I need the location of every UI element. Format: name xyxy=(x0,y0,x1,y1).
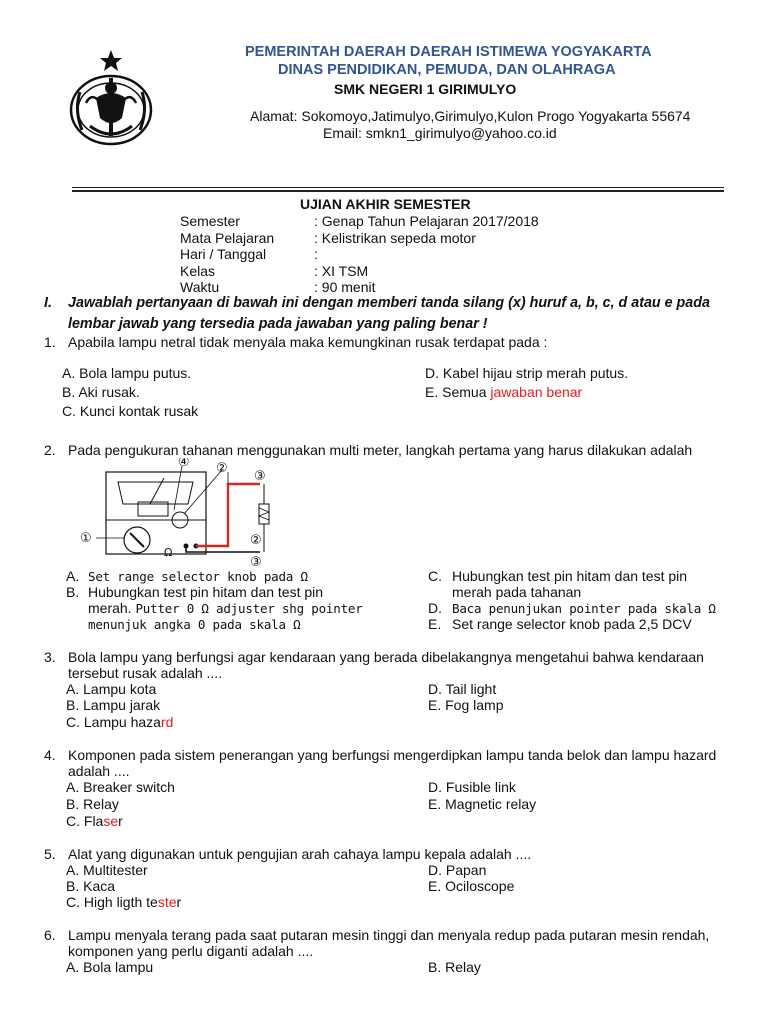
q2-option-b-line2-b: Putter 0 Ω adjuster shg pointer xyxy=(135,601,363,616)
school-logo-emblem xyxy=(66,48,156,148)
header-divider-thick xyxy=(72,190,724,192)
q6-number: 6. xyxy=(44,927,56,943)
q5-option-c xyxy=(66,894,181,910)
q2-option-c-line1: Hubungkan test pin hitam dan test pin xyxy=(452,568,688,584)
q2-option-d-key: D. xyxy=(428,600,442,616)
diagram-label-2-bottom: ② xyxy=(250,533,262,548)
q6-text-line2: komponen yang perlu diganti adalah .... xyxy=(68,943,314,959)
header-divider-thin xyxy=(72,187,724,188)
q1-text: Apabila lampu netral tidak menyala maka kemungkinan rusak terdapat pada : xyxy=(68,334,548,350)
info-label-subject: Mata Pelajaran xyxy=(180,230,275,246)
info-value-date: : xyxy=(314,246,318,262)
school-email: Email: smkn1_girimulyo@yahoo.co.id xyxy=(323,125,557,141)
q2-option-c-key: C. xyxy=(428,568,442,584)
q2-option-d-text: Baca penunjukan pointer pada skala Ω xyxy=(452,601,716,616)
q4-option-c xyxy=(66,813,123,829)
info-value-subject: : Kelistrikan sepeda motor xyxy=(314,230,476,246)
q3-option-e: E. Fog lamp xyxy=(428,697,504,713)
instruction-number: I. xyxy=(44,295,52,311)
instruction-line2: lembar jawab yang tersedia pada jawaban yang paling benar ! xyxy=(68,316,488,332)
q4-text-line2: adalah .... xyxy=(68,763,130,779)
q5-option-d: D. Papan xyxy=(428,862,487,878)
header-line1: PEMERINTAH DAERAH DAERAH ISTIMEWA YOGYAKARTA xyxy=(245,44,652,60)
q5-option-e: E. Ociloscope xyxy=(428,878,515,894)
q2-text: Pada pengukuran tahanan menggunakan multi meter, langkah pertama yang harus dilakukan adalah xyxy=(68,442,693,458)
q2-option-b-line3: menunjuk angka 0 pada skala Ω xyxy=(88,617,301,632)
q4-option-a: A. Breaker switch xyxy=(66,779,175,795)
info-value-time: : 90 menit xyxy=(314,279,376,295)
q2-option-b-line2 xyxy=(88,600,363,616)
q4-option-c-tail: r xyxy=(118,813,123,829)
info-value-class: : XI TSM xyxy=(314,263,369,279)
q4-number: 4. xyxy=(44,747,56,763)
q3-option-a: A. Lampu kota xyxy=(66,681,157,697)
q3-option-c-text: C. Lampu haza xyxy=(66,714,161,730)
info-label-time: Waktu xyxy=(180,279,220,295)
q2-option-a-key: A. xyxy=(66,568,80,584)
q4-option-c-text: C. Fla xyxy=(66,813,104,829)
q3-option-c-highlight: rd xyxy=(160,714,174,730)
instruction-line1: Jawablah pertanyaan di bawah ini dengan memberi tanda silang (x) huruf a, b, c, d atau e pada xyxy=(68,295,710,311)
q5-option-c-highlight: ste xyxy=(157,894,177,910)
info-label-semester: Semester xyxy=(180,213,240,229)
diagram-label-2-top: ② xyxy=(216,461,228,476)
q5-option-b: B. Kaca xyxy=(66,878,116,894)
q3-option-c xyxy=(66,714,173,730)
q3-option-b: B. Lampu jarak xyxy=(66,697,161,713)
q2-option-b-key: B. xyxy=(66,584,80,600)
q2-option-e-text: Set range selector knob pada 2,5 DCV xyxy=(452,616,692,632)
q2-number: 2. xyxy=(44,442,56,458)
q2-option-b-line1: Hubungkan test pin hitam dan test pin xyxy=(88,584,324,600)
q4-option-c-highlight: se xyxy=(103,813,119,829)
info-value-semester: : Genap Tahun Pelajaran 2017/2018 xyxy=(314,213,539,229)
diagram-label-3-bottom: ③ xyxy=(250,555,262,570)
diagram-label-1: ① xyxy=(80,531,92,546)
q2-option-b-line2-a: merah. xyxy=(88,600,136,616)
q4-text-line1: Komponen pada sistem penerangan yang berfungsi mengerdipkan lampu tanda belok dan lampu hazard xyxy=(68,747,717,763)
diagram-label-3-top: ③ xyxy=(254,469,266,484)
multimeter-diagram xyxy=(78,458,300,570)
q3-number: 3. xyxy=(44,649,56,665)
school-name: SMK NEGERI 1 GIRIMULYO xyxy=(334,81,517,97)
info-label-date: Hari / Tanggal xyxy=(180,246,267,262)
diagram-label-4: ④ xyxy=(178,458,190,470)
q2-option-a-text: Set range selector knob pada Ω xyxy=(88,569,308,584)
school-address: Alamat: Sokomoyo,Jatimulyo,Girimulyo,Kulon Progo Yogyakarta 55674 xyxy=(250,108,691,124)
q4-option-b: B. Relay xyxy=(66,796,119,812)
q5-option-a: A. Multitester xyxy=(66,862,148,878)
q1-number: 1. xyxy=(44,334,56,350)
q3-option-d: D. Tail light xyxy=(428,681,497,697)
q1-option-a: A. Bola lampu putus. xyxy=(62,365,192,381)
q4-option-e: E. Magnetic relay xyxy=(428,796,537,812)
q3-text-line2: tersebut rusak adalah .... xyxy=(68,665,223,681)
q4-option-d: D. Fusible link xyxy=(428,779,516,795)
q5-text: Alat yang digunakan untuk pengujian arah cahaya lampu kepala adalah .... xyxy=(68,846,532,862)
header-line2: DINAS PENDIDIKAN, PEMUDA, DAN OLAHRAGA xyxy=(278,62,616,78)
q1-option-e-text: E. Semua xyxy=(425,384,491,400)
q1-option-d: D. Kabel hijau strip merah putus. xyxy=(425,365,629,381)
q5-number: 5. xyxy=(44,846,56,862)
q2-option-e-key: E. xyxy=(428,616,442,632)
q1-option-e-highlight: jawaban benar xyxy=(490,384,583,400)
ohm-symbol-label: Ω xyxy=(164,546,173,559)
info-label-class: Kelas xyxy=(180,263,216,279)
q6-option-b: B. Relay xyxy=(428,959,481,975)
q1-option-e xyxy=(425,384,582,400)
exam-title: UJIAN AKHIR SEMESTER xyxy=(300,196,471,212)
q1-option-c: C. Kunci kontak rusak xyxy=(62,403,199,419)
q6-text-line1: Lampu menyala terang pada saat putaran mesin tinggi dan menyala redup pada putaran mesin rendah, xyxy=(68,927,710,943)
q6-option-a: A. Bola lampu xyxy=(66,959,154,975)
q2-option-c-line2: merah pada tahanan xyxy=(452,584,582,600)
q3-text-line1: Bola lampu yang berfungsi agar kendaraan yang berada dibelakangnya mengetahui bahwa kendaraan xyxy=(68,649,704,665)
q1-option-b: B. Aki rusak. xyxy=(62,384,140,400)
q5-option-c-tail: r xyxy=(176,894,182,910)
q5-option-c-text: C. High ligth te xyxy=(66,894,158,910)
